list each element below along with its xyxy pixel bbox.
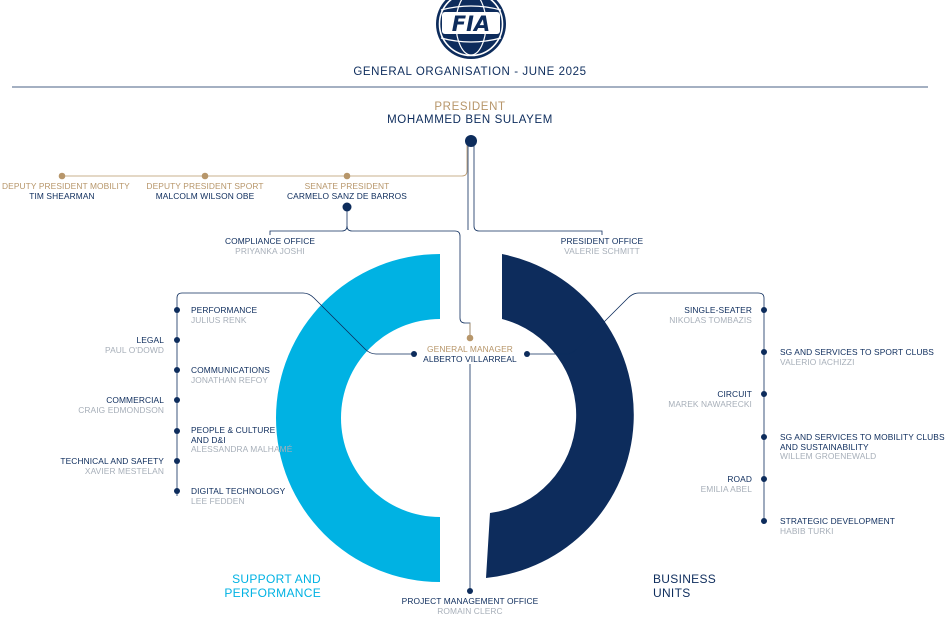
unit-title: SINGLE-SEATER	[684, 305, 752, 315]
support-node-6	[174, 458, 180, 464]
business-units-arc	[486, 254, 634, 578]
president-block	[360, 101, 580, 127]
president-office-title: PRESIDENT OFFICE	[560, 236, 644, 246]
senate-president-role: SENATE PRESIDENT	[304, 181, 390, 191]
support-performance-arc	[276, 254, 440, 582]
dept-people-culture	[191, 426, 292, 455]
unit-title: CIRCUIT	[717, 389, 752, 399]
business-node-2	[761, 349, 767, 355]
deputy-mobility-role: DEPUTY PRESIDENT MOBILITY	[2, 181, 130, 191]
logo-text: FIA	[451, 12, 491, 36]
president-role: PRESIDENT	[434, 101, 506, 113]
deputy-node-2	[202, 173, 209, 180]
dept-title: PERFORMANCE	[191, 305, 258, 315]
unit-head: NIKOLAS TOMBAZIS	[669, 314, 752, 325]
general-manager-name: ALBERTO VILLARREAL	[423, 353, 517, 364]
unit-mobility-clubs	[780, 433, 945, 462]
business-node-5	[761, 476, 767, 482]
unit-head: EMILIA ABEL	[700, 483, 752, 494]
unit-sport-clubs	[780, 348, 934, 367]
link-president-pres-office	[474, 141, 602, 235]
unit-title: STRATEGIC DEVELOPMENT	[780, 516, 896, 526]
dept-title: TECHNICAL AND SAFETY	[60, 456, 164, 466]
business-node-4	[761, 434, 767, 440]
dept-title: COMMERCIAL	[106, 395, 164, 405]
deputy-sport-name: MALCOLM WILSON OBE	[155, 190, 255, 201]
general-manager	[405, 345, 535, 364]
general-manager-role: GENERAL MANAGER	[427, 344, 513, 354]
senate-president-name: CARMELO SANZ DE BARROS	[287, 190, 407, 201]
business-node-3	[761, 391, 767, 397]
business-label-line1: BUSINESS	[653, 572, 717, 586]
gm-node	[467, 335, 474, 342]
unit-strategic-development	[780, 517, 895, 536]
deputy-mobility	[2, 181, 130, 201]
unit-circuit	[630, 390, 752, 409]
dept-legal	[40, 336, 164, 355]
support-node-2	[174, 337, 180, 343]
unit-head: VALERIO IACHIZZI	[780, 356, 855, 367]
business-node-1	[761, 307, 767, 313]
fia-logo	[436, 0, 506, 59]
project-management-office	[385, 597, 555, 616]
unit-title: ROAD	[727, 474, 752, 484]
unit-head: MAREK NAWARECKI	[668, 398, 752, 409]
dept-technical-safety	[40, 457, 164, 476]
business-node-6	[761, 518, 767, 524]
support-node-3	[174, 367, 180, 373]
dept-communications	[191, 366, 270, 385]
support-label-line1: SUPPORT AND	[232, 572, 321, 586]
dept-title-line2: AND D&I	[191, 434, 226, 445]
support-node-4	[174, 397, 180, 403]
dept-head: PAUL O'DOWD	[105, 344, 164, 355]
dept-title: PEOPLE & CULTURE	[191, 425, 276, 435]
deputy-node-1	[59, 173, 66, 180]
dept-title: DIGITAL TECHNOLOGY	[191, 486, 286, 496]
deputy-sport	[145, 182, 265, 201]
president-office	[547, 237, 657, 256]
link-senate-compliance	[270, 208, 347, 235]
dept-performance	[191, 306, 257, 325]
compliance-office	[215, 237, 325, 256]
pmo-title: PROJECT MANAGEMENT OFFICE	[401, 596, 539, 606]
president-office-name: VALERIE SCHMITT	[564, 245, 640, 256]
dept-head: ALESSANDRA MALHAMÉ	[191, 444, 293, 455]
support-node-5	[174, 428, 180, 434]
deputies-connector	[62, 145, 467, 176]
dept-commercial	[40, 396, 164, 415]
compliance-office-name: PRIYANKA JOSHI	[235, 245, 305, 256]
business-units-label	[653, 572, 753, 601]
unit-road	[630, 475, 752, 494]
unit-head: HABIB TURKI	[780, 525, 834, 536]
pmo-node	[467, 588, 473, 594]
deputy-node-3	[344, 173, 351, 180]
support-node-1	[174, 307, 180, 313]
dept-digital-technology	[191, 487, 285, 506]
president-node	[465, 135, 477, 147]
dept-title: LEGAL	[136, 335, 164, 345]
deputy-sport-role: DEPUTY PRESIDENT SPORT	[146, 181, 264, 191]
unit-title: SG AND SERVICES TO MOBILITY CLUBS	[780, 432, 945, 442]
business-label-line2: UNITS	[653, 586, 691, 601]
president-name: MOHAMMED BEN SULAYEM	[387, 114, 553, 127]
unit-single-seater	[630, 306, 752, 325]
pmo-name: ROMAIN CLERC	[437, 605, 503, 616]
page-title: GENERAL ORGANISATION - JUNE 2025	[353, 66, 587, 78]
support-label-line2: PERFORMANCE	[224, 586, 321, 601]
dept-head: XAVIER MESTELAN	[84, 465, 164, 476]
deputy-mobility-name: TIM SHEARMAN	[29, 190, 95, 201]
support-node-7	[174, 488, 180, 494]
dept-title: COMMUNICATIONS	[191, 365, 270, 375]
compliance-office-title: COMPLIANCE OFFICE	[224, 236, 316, 246]
senate-president	[282, 182, 412, 201]
dept-head: JULIUS RENK	[191, 314, 247, 325]
support-performance-label	[200, 572, 321, 601]
senate-node	[343, 203, 352, 212]
dept-head: LEE FEDDEN	[191, 495, 245, 506]
dept-head: CRAIG EDMONDSON	[78, 404, 164, 415]
unit-title-line2: AND SUSTAINABILITY	[780, 441, 869, 452]
unit-title: SG AND SERVICES TO SPORT CLUBS	[780, 347, 934, 357]
dept-head: JONATHAN REFOY	[191, 374, 269, 385]
unit-head: WILLEM GROENEWALD	[780, 451, 877, 462]
